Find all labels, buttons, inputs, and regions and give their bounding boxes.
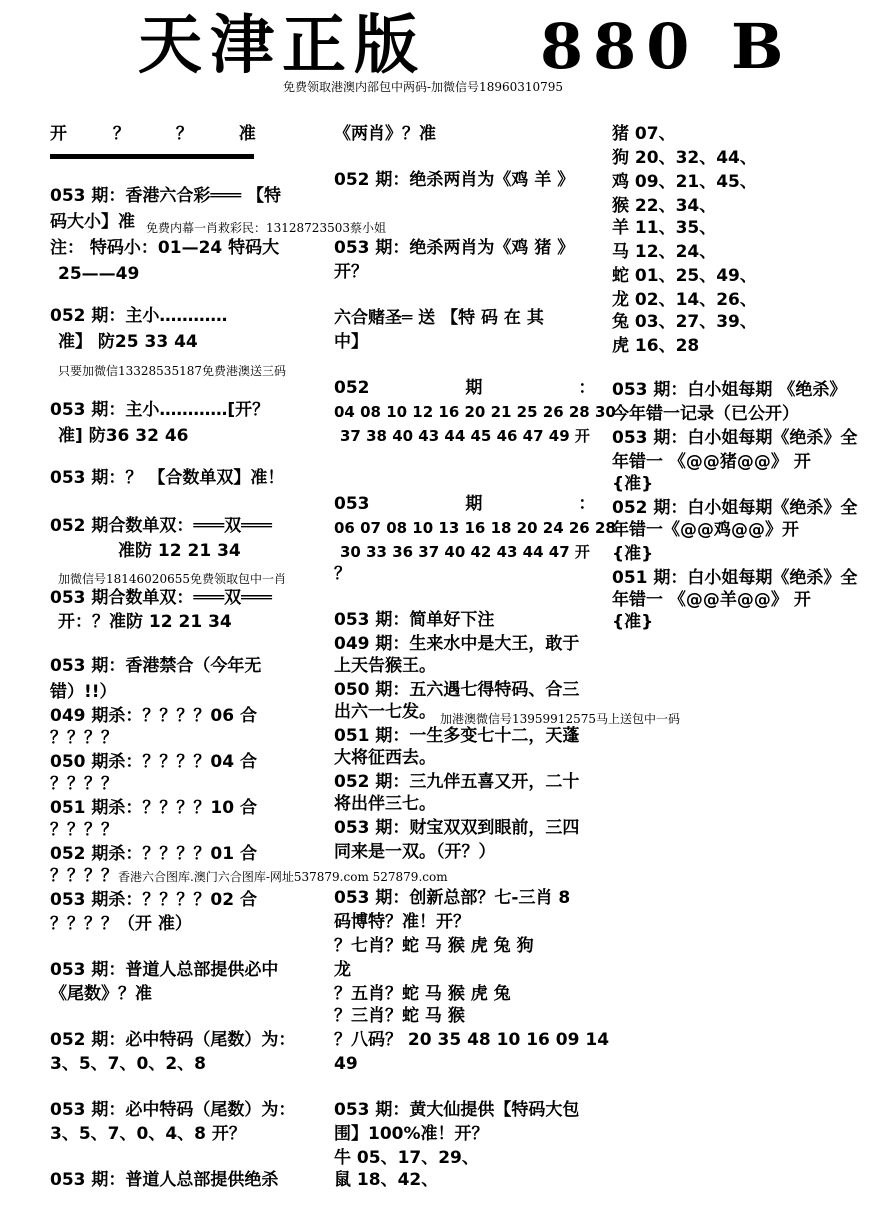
- col1-text: 3、5、7、0、2、8: [50, 1054, 206, 1074]
- col2-text: 牛 05、17、29、: [334, 1148, 479, 1168]
- col3-text: {准}: [612, 612, 654, 632]
- zodiac-row: 狗 20、32、44、: [612, 148, 757, 168]
- col2-text: 053 期：绝杀两肖为《鸡 猪 》: [334, 238, 575, 258]
- col2-numbers: 30 33 36 37 40 42 43 44 47 开: [340, 543, 590, 561]
- col1-text: 052 期杀：？？？？01 合: [50, 844, 257, 864]
- col2-text: 开？: [334, 262, 368, 282]
- col2-text: ？: [334, 564, 351, 584]
- col1-text: 准】 防25 33 44: [58, 332, 198, 352]
- col1-text: 050 期杀：？？？？04 合: [50, 752, 257, 772]
- col2-text: 中】: [334, 332, 368, 352]
- zodiac-row: 龙 02、14、26、: [612, 290, 757, 310]
- col1-text: 准] 防36 32 46: [58, 426, 189, 446]
- col1-text: 053 期：必中特码（尾数）为：: [50, 1100, 296, 1120]
- inline-ad: 加微信号18146020655免费领取包中一肖: [58, 572, 286, 586]
- col2-text: 六合赌圣═ 送 【特 码 在 其: [334, 308, 544, 328]
- col2-text: ？三肖？蛇 马 猴: [334, 1006, 465, 1026]
- col1-text: 053 期：香港六合彩═══ 【特: [50, 186, 282, 206]
- col1-text: ？？？？: [50, 820, 118, 840]
- inline-ad: 免费内幕一肖救彩民：13128723503蔡小姐: [146, 221, 386, 235]
- col3-text: 052 期：白小姐每期《绝杀》全: [612, 498, 858, 518]
- col1-text: ？？？？（开 准）: [50, 914, 192, 934]
- inline-ad: 加港澳微信号13959912575马上送包中一码: [440, 712, 680, 726]
- col2-numbers: 04 08 10 12 16 20 21 25 26 28 30: [334, 403, 616, 421]
- col1-text: ？？？？: [50, 866, 118, 886]
- zodiac-row: 羊 11、35、: [612, 218, 717, 238]
- col3-text: 051 期：白小姐每期《绝杀》全: [612, 568, 858, 588]
- col1-text: 25——49: [58, 264, 140, 284]
- col1-text: 052 期合数单双：═══双═══: [50, 516, 272, 536]
- col1-text: 052 期：主小…………: [50, 306, 228, 326]
- col3-text: {准}: [612, 544, 654, 564]
- col1-text: 052 期：必中特码（尾数）为：: [50, 1030, 296, 1050]
- col2-text: 49: [334, 1054, 358, 1074]
- col1-text: 053 期杀：？？？？02 合: [50, 890, 257, 910]
- col2-text: 上天告猴王。: [334, 656, 436, 676]
- zodiac-row: 猴 22、34、: [612, 196, 717, 216]
- col1-text: 053 期：普道人总部提供必中: [50, 960, 279, 980]
- zodiac-row: 兔 03、27、39、: [612, 312, 757, 332]
- col3-text: {准}: [612, 474, 654, 494]
- col2-text: 同来是一双。（开？）: [334, 842, 496, 862]
- col2-text: 大将征西去。: [334, 748, 436, 768]
- col1-text: 错）!!）: [50, 682, 117, 702]
- col2-numbers: 06 07 08 10 13 16 18 20 24 26 28: [334, 519, 616, 537]
- zodiac-row: 马 12、24、: [612, 242, 717, 262]
- divider: [50, 154, 254, 159]
- col2-numbers: 37 38 40 43 44 45 46 47 49 开: [340, 427, 590, 445]
- col2-text: 《两肖》？准: [334, 124, 436, 144]
- col1-text: 053 期：？ 【合数单双】准！: [50, 468, 285, 488]
- col2-text: 049 期：生来水中是大王，敢于: [334, 634, 580, 654]
- col1-text: 053 期：普道人总部提供绝杀: [50, 1170, 279, 1190]
- col1-text: 开：？准防 12 21 34: [58, 612, 232, 632]
- col2-text: 将出伴三七。: [334, 794, 436, 814]
- col3-text: 053 期：白小姐每期 《绝杀》: [612, 380, 847, 400]
- zodiac-row: 猪 07、: [612, 124, 676, 144]
- col1-open-line: 开 ？ ？ 准: [50, 124, 256, 144]
- zodiac-row: 虎 16、28: [612, 336, 700, 356]
- issue-number: 880 B: [540, 10, 794, 83]
- col2-text: 围】100%准！开？: [334, 1124, 489, 1144]
- col3-text: 年错一 《@@猪@@》 开: [612, 452, 811, 472]
- col1-text: 《尾数》？准: [50, 984, 152, 1004]
- page-title: 天津正版: [138, 8, 426, 83]
- col2-text: 053 期：财宝双双到眼前，三四: [334, 818, 580, 838]
- col3-text: 053 期：白小姐每期《绝杀》全: [612, 428, 858, 448]
- col1-text: 码大小】准: [50, 212, 135, 232]
- col1-text: 053 期：主小…………[开？: [50, 400, 270, 420]
- col2-text: ？八码？ 20 35 48 10 16 09 14: [334, 1030, 610, 1050]
- col2-text: 龙: [334, 960, 351, 980]
- col2-text: 052 期 ：: [334, 378, 596, 398]
- header-ad: 免费领取港澳内部包中两码-加微信号18960310795: [283, 80, 564, 94]
- col1-text: 049 期杀：？？？？06 合: [50, 706, 257, 726]
- col2-text: 鼠 18、42、: [334, 1170, 439, 1190]
- col2-text: 052 期：绝杀两肖为《鸡 羊 》: [334, 170, 575, 190]
- col2-text: ？七肖？蛇 马 猴 虎 兔 狗: [334, 936, 534, 956]
- col3-text: 年错一《@@鸡@@》开: [612, 520, 799, 540]
- inline-ad: 只要加微信13328535187免费港澳送三码: [58, 364, 286, 378]
- zodiac-row: 鸡 09、21、45、: [612, 172, 757, 192]
- col3-text: 年错一 《@@羊@@》 开: [612, 590, 811, 610]
- col1-text: 053 期：香港禁合（今年无: [50, 656, 262, 676]
- col2-text: ？五肖？蛇 马 猴 虎 兔: [334, 984, 511, 1004]
- col2-text: 051 期：一生多变七十二，天蓬: [334, 726, 580, 746]
- zodiac-row: 蛇 01、25、49、: [612, 266, 757, 286]
- col2-text: 码博特？准！开？: [334, 912, 470, 932]
- col1-text: 3、5、7、0、4、8 开？: [50, 1124, 246, 1144]
- col2-text: 052 期：三九伴五喜又开，二十: [334, 772, 580, 792]
- inline-ad: 香港六合图库.澳门六合图库-网址537879.com 527879.com: [118, 870, 448, 884]
- col2-text: 050 期：五六遇七得特码、合三: [334, 680, 580, 700]
- col1-text: 准防 12 21 34: [118, 541, 241, 561]
- col2-text: 出六一七发。: [334, 702, 436, 722]
- col1-text: 053 期合数单双：═══双═══: [50, 588, 272, 608]
- col2-text: 053 期：简单好下注: [334, 610, 495, 630]
- col1-text: ？？？？: [50, 774, 118, 794]
- col3-text: 今年错一记录（已公开）: [612, 404, 799, 424]
- col1-text: 051 期杀：？？？？10 合: [50, 798, 257, 818]
- col1-text: ？？？？: [50, 728, 118, 748]
- col2-text: 053 期 ：: [334, 494, 596, 514]
- col1-text: 注： 特码小：01—24 特码大: [50, 238, 280, 258]
- col2-text: 053 期：黄大仙提供【特码大包: [334, 1100, 580, 1120]
- col2-text: 053 期：创新总部？七-三肖 8: [334, 888, 571, 908]
